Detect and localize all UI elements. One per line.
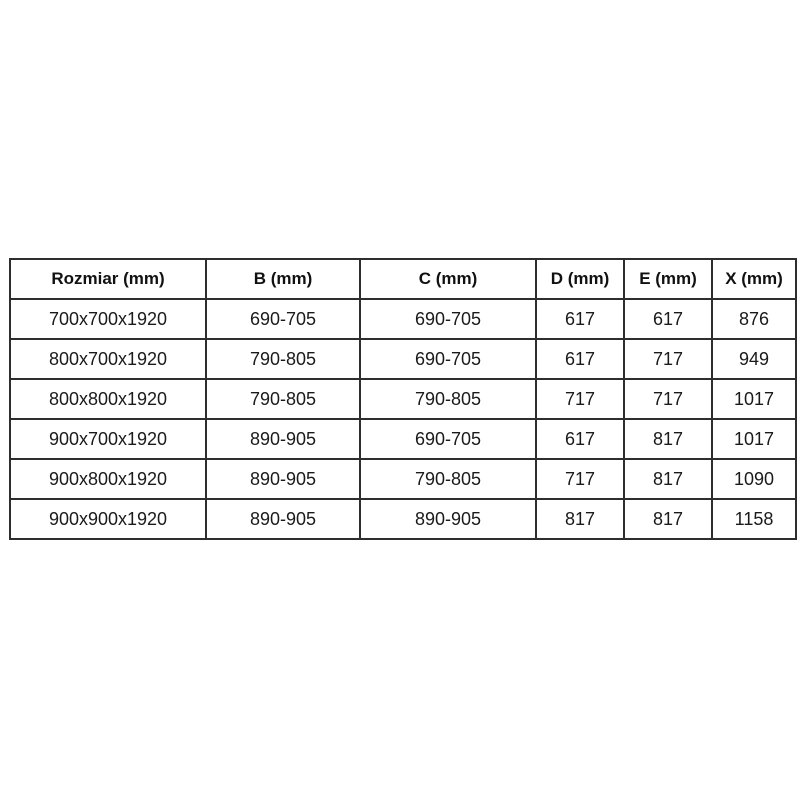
cell-x: 1017 bbox=[712, 419, 796, 459]
cell-x: 876 bbox=[712, 299, 796, 339]
cell-b: 790-805 bbox=[206, 379, 360, 419]
cell-c: 690-705 bbox=[360, 419, 536, 459]
column-header-d: D (mm) bbox=[536, 259, 624, 299]
cell-x: 1090 bbox=[712, 459, 796, 499]
table-row bbox=[10, 419, 796, 459]
column-header-rozmiar: Rozmiar (mm) bbox=[10, 259, 206, 299]
cell-b: 890-905 bbox=[206, 499, 360, 539]
cell-b: 790-805 bbox=[206, 339, 360, 379]
cell-e: 617 bbox=[624, 299, 712, 339]
table-row bbox=[10, 499, 796, 539]
cell-c: 790-805 bbox=[360, 379, 536, 419]
cell-e: 817 bbox=[624, 459, 712, 499]
cell-b: 690-705 bbox=[206, 299, 360, 339]
cell-c: 690-705 bbox=[360, 299, 536, 339]
cell-b: 890-905 bbox=[206, 459, 360, 499]
cell-x: 1158 bbox=[712, 499, 796, 539]
cell-e: 717 bbox=[624, 339, 712, 379]
cell-rozmiar: 700x700x1920 bbox=[10, 299, 206, 339]
cell-rozmiar: 900x900x1920 bbox=[10, 499, 206, 539]
column-header-e: E (mm) bbox=[624, 259, 712, 299]
cell-e: 817 bbox=[624, 499, 712, 539]
cell-e: 717 bbox=[624, 379, 712, 419]
size-spec-table bbox=[9, 258, 797, 540]
table-row bbox=[10, 339, 796, 379]
table-row bbox=[10, 459, 796, 499]
cell-d: 617 bbox=[536, 299, 624, 339]
cell-rozmiar: 900x800x1920 bbox=[10, 459, 206, 499]
cell-c: 890-905 bbox=[360, 499, 536, 539]
table-header bbox=[10, 259, 796, 299]
column-header-x: X (mm) bbox=[712, 259, 796, 299]
cell-e: 817 bbox=[624, 419, 712, 459]
table-row bbox=[10, 299, 796, 339]
table-row bbox=[10, 379, 796, 419]
cell-x: 949 bbox=[712, 339, 796, 379]
header-row bbox=[10, 259, 796, 299]
table-body bbox=[10, 299, 796, 539]
cell-rozmiar: 800x700x1920 bbox=[10, 339, 206, 379]
cell-rozmiar: 900x700x1920 bbox=[10, 419, 206, 459]
cell-d: 717 bbox=[536, 459, 624, 499]
cell-b: 890-905 bbox=[206, 419, 360, 459]
cell-d: 617 bbox=[536, 419, 624, 459]
cell-c: 790-805 bbox=[360, 459, 536, 499]
column-header-c: C (mm) bbox=[360, 259, 536, 299]
cell-d: 617 bbox=[536, 339, 624, 379]
cell-d: 817 bbox=[536, 499, 624, 539]
cell-d: 717 bbox=[536, 379, 624, 419]
cell-rozmiar: 800x800x1920 bbox=[10, 379, 206, 419]
cell-c: 690-705 bbox=[360, 339, 536, 379]
cell-x: 1017 bbox=[712, 379, 796, 419]
column-header-b: B (mm) bbox=[206, 259, 360, 299]
